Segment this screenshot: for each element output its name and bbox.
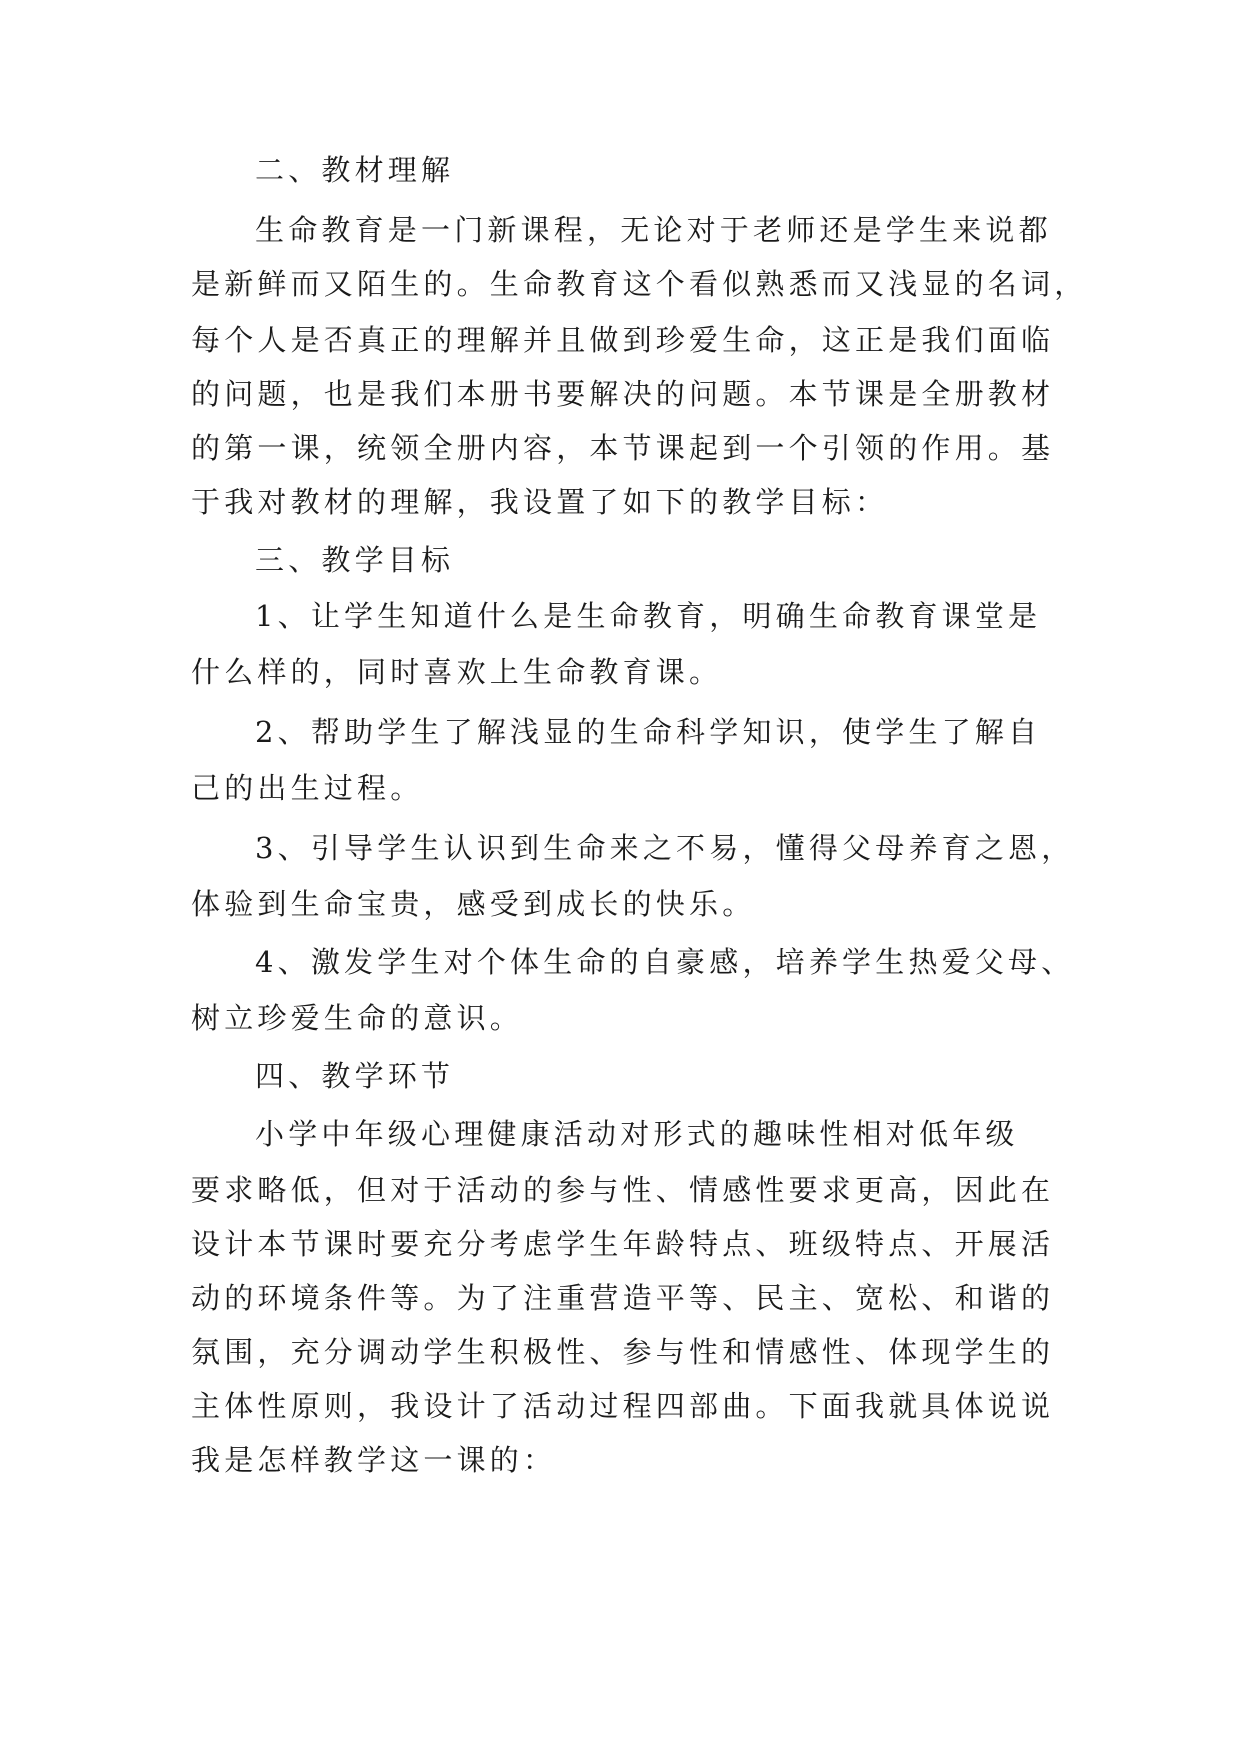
paragraph-line: 的问题，也是我们本册书要解决的问题。本节课是全册教材	[191, 377, 1055, 411]
objective-item-2: 2、帮助学生了解浅显的生命科学知识，使学生了解自	[255, 715, 1042, 749]
objective-item-3: 3、引导学生认识到生命来之不易，懂得父母养育之恩，	[255, 831, 1075, 865]
paragraph-line: 设计本节课时要充分考虑学生年龄特点、班级特点、开展活	[191, 1227, 1055, 1261]
paragraph-line: 要求略低，但对于活动的参与性、情感性要求更高，因此在	[191, 1173, 1055, 1207]
paragraph-line: 动的环境条件等。为了注重营造平等、民主、宽松、和谐的	[191, 1281, 1055, 1315]
paragraph-line: 每个人是否真正的理解并且做到珍爱生命，这正是我们面临	[191, 323, 1055, 357]
paragraph-line: 主体性原则，我设计了活动过程四部曲。下面我就具体说说	[191, 1389, 1055, 1423]
objective-item-4-continued: 树立珍爱生命的意识。	[191, 1001, 524, 1035]
paragraph-line: 的第一课，统领全册内容，本节课起到一个引领的作用。基	[191, 431, 1055, 465]
section-heading-2: 二、教材理解	[255, 153, 455, 187]
objective-item-1: 1、让学生知道什么是生命教育，明确生命教育课堂是	[255, 599, 1042, 633]
objective-item-3-continued: 体验到生命宝贵，感受到成长的快乐。	[191, 887, 756, 921]
paragraph-line: 氛围，充分调动学生积极性、参与性和情感性、体现学生的	[191, 1335, 1055, 1369]
section-heading-4: 四、教学环节	[255, 1059, 455, 1093]
paragraph-line: 生命教育是一门新课程，无论对于老师还是学生来说都	[255, 213, 1052, 247]
section-heading-3: 三、教学目标	[255, 543, 455, 577]
paragraph-line: 于我对教材的理解，我设置了如下的教学目标：	[191, 485, 889, 519]
paragraph-line: 我是怎样教学这一课的：	[191, 1443, 557, 1477]
paragraph-line: 小学中年级心理健康活动对形式的趣味性相对低年级	[255, 1117, 1019, 1151]
objective-item-1-continued: 什么样的，同时喜欢上生命教育课。	[191, 655, 723, 689]
paragraph-line: 是新鲜而又陌生的。生命教育这个看似熟悉而又浅显的名词，	[191, 267, 1088, 301]
objective-item-2-continued: 己的出生过程。	[191, 771, 424, 805]
objective-item-4: 4、激发学生对个体生命的自豪感，培养学生热爱父母、	[255, 945, 1075, 979]
